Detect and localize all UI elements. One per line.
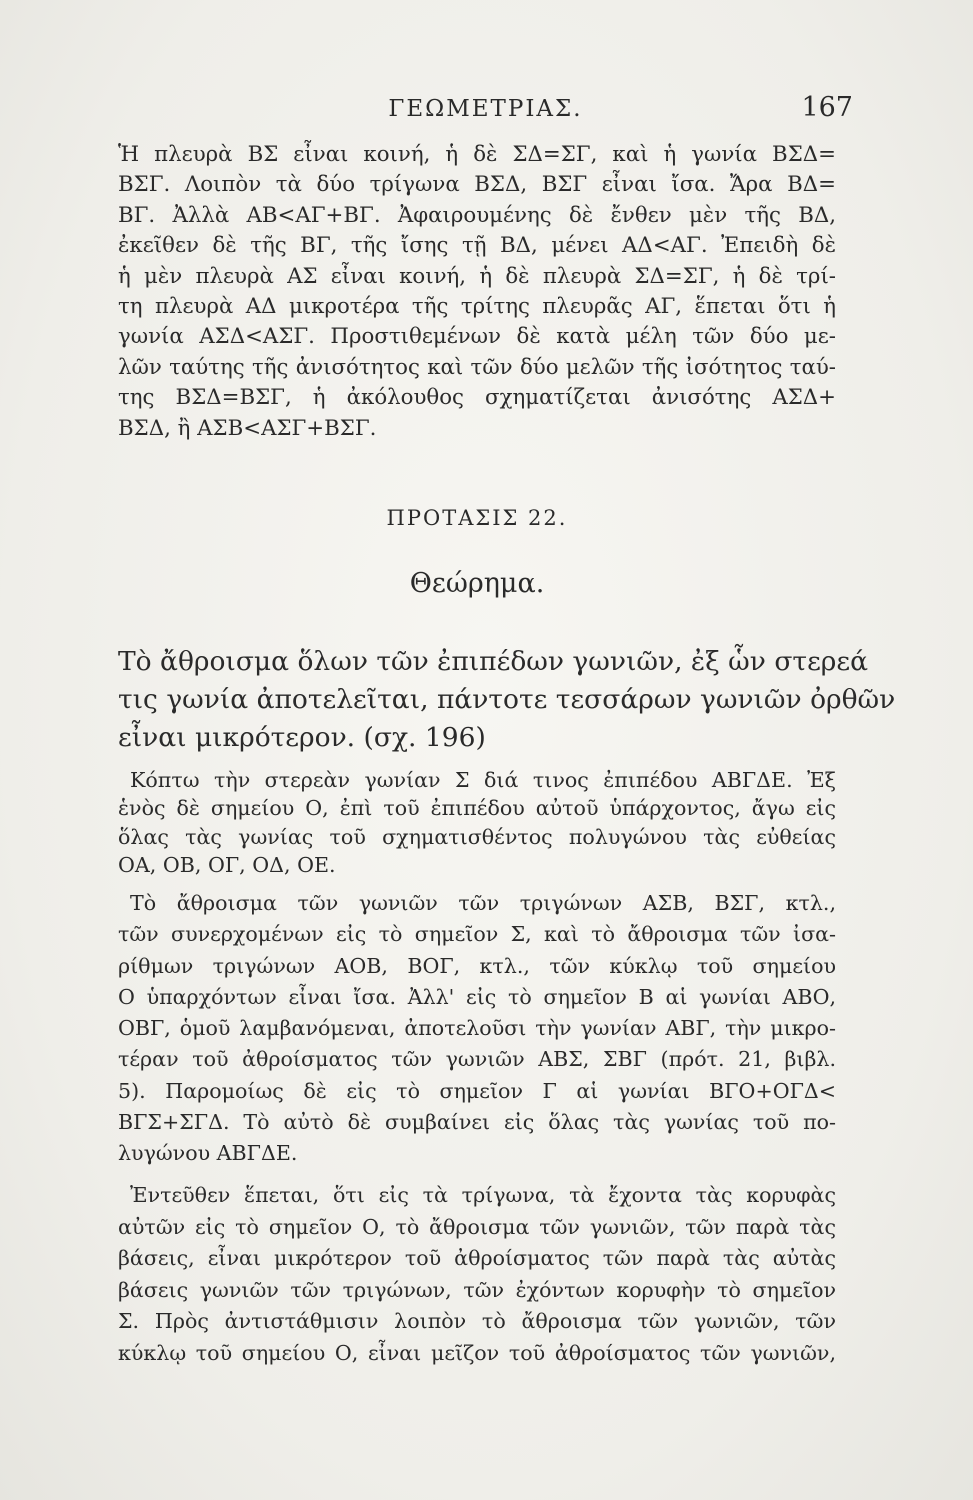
text-line: ΒΣΓ. Λοιπὸν τὰ δύο τρίγωνα ΒΣΔ, ΒΣΓ εἶναι ἴσα. Ἄρα ΒΔ=: [118, 172, 836, 198]
page-header: [118, 92, 853, 132]
text-line: ἐκεῖθεν δὲ τῆς ΒΓ, τῆς ἴσης τῇ ΒΔ, μένει ΑΔ<ΑΓ. Ἐπειδὴ δὲ: [118, 233, 836, 259]
text-line: βάσεις γωνιῶν τῶν τριγώνων, τῶν ἐχόντων κορυφὴν τὸ σημεῖον: [118, 1277, 836, 1302]
text-line: Κόπτω τὴν στερεὰν γωνίαν Σ διά τινος ἐπιπέδου ΑΒΓΔΕ. Ἐξ: [130, 768, 836, 792]
theorem-heading: Θεώρημα.: [409, 568, 545, 599]
text-line: ΒΓΣ+ΣΓΔ. Τὸ αὐτὸ δὲ συμβαίνει εἰς ὅλας τὰς γωνίας τοῦ πο-: [118, 1110, 836, 1135]
text-line: 5). Παρομοίως δὲ εἰς τὸ σημεῖον Γ αἱ γωνίαι ΒΓΟ+ΟΓΔ<: [118, 1078, 836, 1103]
theorem-line: εἶναι μικρότερον. (σχ. 196): [118, 722, 486, 753]
theorem-line: Τὸ ἄθροισμα ὅλων τῶν ἐπιπέδων γωνιῶν, ἐξ ὧν στερεά: [118, 646, 868, 677]
text-line: ὅλας τὰς γωνίας τοῦ σχηματισθέντος πολυγώνου τὰς εὐθείας: [118, 824, 836, 849]
text-line: βάσεις, εἶναι μικρότερον τοῦ ἀθροίσματος τῶν παρὰ τὰς αὐτὰς: [118, 1246, 836, 1271]
text-line: τῶν συνερχομένων εἰς τὸ σημεῖον Σ, καὶ τὸ ἄθροισμα τῶν ἰσα-: [118, 922, 836, 947]
text-line: τέραν τοῦ ἀθροίσματος τῶν γωνιῶν ΑΒΣ, ΣΒΓ (πρότ. 21, βιβλ.: [118, 1047, 836, 1072]
text-line: ΒΣΔ, ἢ ΑΣΒ<ΑΣΓ+ΒΣΓ.: [118, 415, 377, 441]
text-line: τη πλευρὰ ΑΔ μικροτέρα τῆς τρίτης πλευρᾶς ΑΓ, ἕπεται ὅτι ἡ: [118, 294, 836, 320]
text-line: ἡ μὲν πλευρὰ ΑΣ εἶναι κοινή, ἡ δὲ πλευρὰ ΣΔ=ΣΓ, ἡ δὲ τρί-: [118, 263, 836, 289]
text-line: ΟΑ, ΟΒ, ΟΓ, ΟΔ, ΟΕ.: [118, 853, 336, 878]
theorem-statement: [118, 643, 896, 757]
text-line: Τὸ ἄθροισμα τῶν γωνιῶν τῶν τριγώνων ΑΣΒ, ΒΣΓ, κτλ.,: [130, 891, 836, 915]
text-line: κύκλῳ τοῦ σημείου Ο, εἶναι μεῖζον τοῦ ἀθροίσματος τῶν γωνιῶν,: [118, 1340, 836, 1365]
text-line: Σ. Πρὸς ἀντιστάθμισιν λοιπὸν τὸ ἄθροισμα τῶν γωνιῶν, τῶν: [118, 1309, 836, 1334]
running-title: ΓΕΩΜΕΤΡΙΑΣ.: [388, 96, 583, 122]
paragraph-proof-end: [118, 140, 836, 444]
text-line: γωνία ΑΣΔ<ΑΣΓ. Προστιθεμένων δὲ κατὰ μέλη τῶν δύο με-: [118, 324, 836, 350]
text-line: Ο ὑπαρχόντων εἶναι ἴσα. Ἀλλ' εἰς τὸ σημεῖον Β αἱ γωνίαι ΑΒΟ,: [118, 984, 836, 1009]
text-line: αὐτῶν εἰς τὸ σημεῖον Ο, τὸ ἄθροισμα τῶν γωνιῶν, τῶν παρὰ τὰς: [118, 1214, 836, 1239]
proposition-heading: ΠΡΟΤΑΣΙΣ 22.: [386, 506, 568, 530]
text-line: λῶν ταύτης τῆς ἀνισότητος καὶ τῶν δύο μελῶν τῆς ἰσότητος ταύ-: [118, 354, 836, 380]
text-line: ΟΒΓ, ὁμοῦ λαμβανόμεναι, ἀποτελοῦσι τὴν γωνίαν ΑΒΓ, τὴν μικρο-: [118, 1016, 836, 1041]
text-line: ρίθμων τριγώνων ΑΟΒ, ΒΟΓ, κτλ., τῶν κύκλῳ τοῦ σημείου: [118, 953, 836, 978]
text-line: της ΒΣΔ=ΒΣΓ, ἡ ἀκόλουθος σχηματίζεται ἀνισότης ΑΣΔ+: [118, 385, 836, 411]
text-line: Ἐντεῦθεν ἕπεται, ὅτι εἰς τὰ τρίγωνα, τὰ ἔχοντα τὰς κορυφὰς: [130, 1183, 836, 1207]
paragraph-argument: [118, 888, 836, 1170]
theorem-line: τις γωνία ἀποτελεῖται, πάντοτε τεσσάρων γωνιῶν ὀρθῶν: [118, 684, 896, 715]
paragraph-consequence: [118, 1180, 836, 1370]
text-line: ἑνὸς δὲ σημείου Ο, ἐπὶ τοῦ ἐπιπέδου αὐτοῦ ὑπάρχοντος, ἄγω εἰς: [118, 796, 836, 821]
text-line: λυγώνου ΑΒΓΔΕ.: [118, 1141, 298, 1166]
page-number: 167: [801, 92, 853, 123]
text-line: Ἡ πλευρὰ ΒΣ εἶναι κοινή, ἡ δὲ ΣΔ=ΣΓ, καὶ ἡ γωνία ΒΣΔ=: [118, 142, 836, 167]
paragraph-construction: [118, 766, 836, 880]
text-line: ΒΓ. Ἀλλὰ ΑΒ<ΑΓ+ΒΓ. Ἀφαιρουμένης δὲ ἔνθεν μὲν τῆς ΒΔ,: [118, 202, 836, 228]
